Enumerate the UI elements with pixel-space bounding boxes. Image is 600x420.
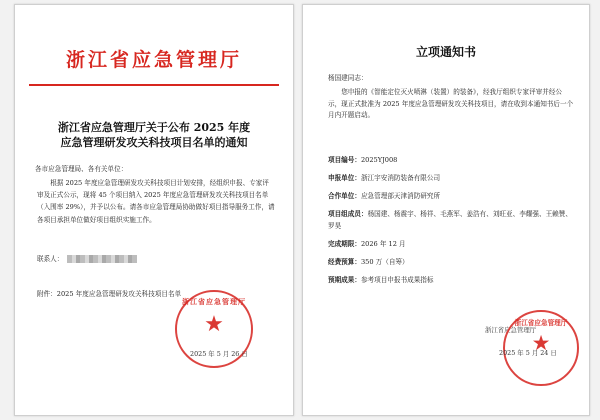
field-budget: [328, 257, 575, 268]
contact-label: 联系人：: [37, 255, 64, 263]
seal-text-right: 浙江省应急管理厅: [514, 319, 568, 327]
field-label: 项目编号：: [328, 156, 361, 164]
greeting-text: 各市应急管理局、各有关单位：: [35, 165, 128, 173]
approval-paragraph: 您申报的《智能定位灭火喷淋（装置）的装备》，经我厅组织专家评审并经公示，现正式批准为 2025 年度应急管理研发攻关科技项目，请在收到本通知书后一个月内开题启动。: [328, 88, 574, 119]
field-label: 经费预算：: [328, 258, 361, 266]
field-expected-results: [328, 275, 575, 286]
contact-line: [37, 253, 275, 265]
field-partner: [328, 191, 575, 202]
field-value: 2026 年 12 月: [360, 240, 406, 248]
field-label: 预期成果：: [328, 276, 361, 284]
issuing-institution: 浙江省应急管理厅: [485, 326, 537, 334]
document-title: [25, 120, 283, 150]
field-value: 应急管理部天津消防研究所: [360, 192, 441, 200]
seal-star-icon: ★: [204, 312, 224, 337]
title-line-1: 浙江省应急管理厅关于公布 2025 年度: [57, 121, 251, 134]
attachment-line: 附件：2025 年度应急管理研发攻关科技项目名单: [37, 290, 182, 298]
field-value: 杨国建、杨震宇、杨祥、毛燕军、姜浩有、刘旺亚、李耀强、王赖赞、罗昊: [328, 210, 572, 230]
issue-date-right: 2025 年 5 月 24 日: [499, 349, 557, 357]
red-header: 浙江省应急管理厅: [65, 49, 242, 71]
approval-notice-page-right: [302, 4, 590, 416]
seal-text-left: 浙江省应急管理厅: [182, 297, 246, 306]
addressee-line: 杨国建同志：: [328, 74, 368, 82]
field-label: 申报单位：: [328, 174, 361, 182]
field-label: 项目组成员：: [328, 210, 368, 218]
field-label: 合作单位：: [328, 192, 361, 200]
approval-notice-title: 立项通知书: [415, 45, 476, 59]
field-deadline: [328, 239, 575, 250]
field-value: 350 万（自筹）: [360, 258, 409, 266]
field-project-number: [328, 155, 575, 166]
field-value: 参考项目申报书成果指标: [360, 276, 434, 284]
red-rule-divider: [29, 84, 279, 86]
field-label: 完成期限：: [328, 240, 361, 248]
body-paragraph: 根据 2025 年度应急管理研发攻关科技项目计划安排，经组织申报、专家评审及正式公示，现将 45 个项目纳入 2025 年度应急管理研发攻关科技项目名单（入围率 29%），并予以公布。请各市应急管理局协助做好项目指导服务工作，请各项目承担单位做好项目组织实施工作。: [37, 179, 275, 224]
notice-page-left: [14, 4, 294, 416]
issue-date-left: 2025 年 5 月 26 日: [190, 350, 248, 358]
field-applicant: [328, 173, 575, 184]
seal-star-icon: ★: [531, 331, 551, 355]
title-line-2: 应急管理研发攻关科技项目名单的通知: [60, 136, 248, 149]
field-value: 2025YJ008: [360, 156, 398, 164]
redacted-contact: [67, 255, 137, 263]
field-value: 浙江宇安消防装备有限公司: [360, 174, 441, 182]
field-team-members: [328, 209, 575, 232]
